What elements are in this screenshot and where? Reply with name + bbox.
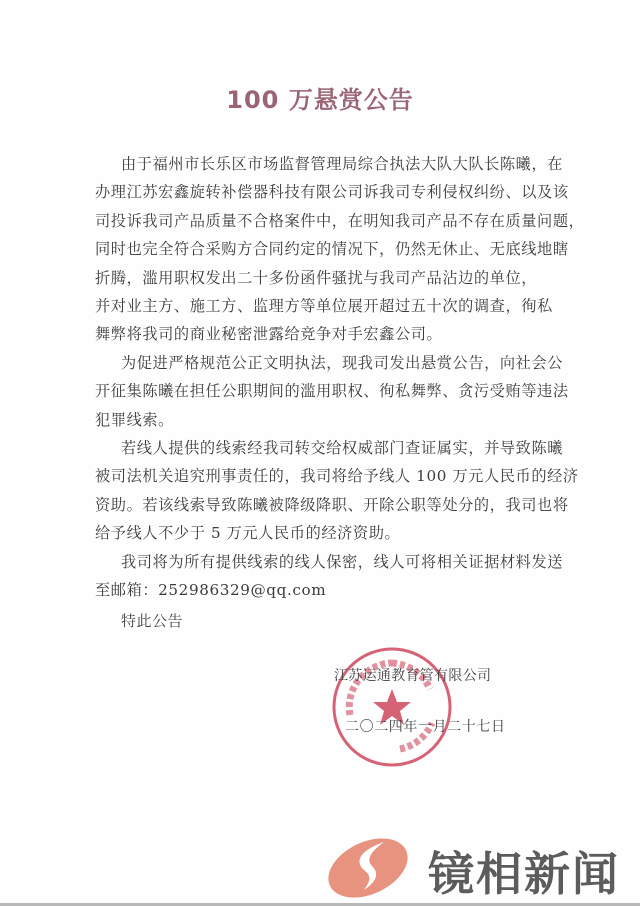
text-line: 资助。若该线索导致陈曦被降级降职、开除公职等处分的，我司也将 — [95, 495, 569, 514]
text-line: 给予线人不少于 5 万元人民币的经济资助。 — [95, 524, 401, 543]
paragraph-4 — [95, 548, 565, 605]
text-line: 犯罪线索。 — [95, 410, 174, 429]
news-watermark — [318, 832, 640, 904]
document-title: 100 万悬赏公告 — [226, 86, 414, 114]
closing-remark: 特此公告 — [121, 612, 184, 630]
brand-logo-icon — [318, 832, 418, 904]
text-line: 办理江苏宏鑫旋转补偿器科技有限公司诉我司专利侵权纠纷、以及该 — [95, 183, 569, 202]
company-seal-icon — [330, 645, 454, 769]
text-line: 若线人提供的线索经我司转交给权威部门查证属实，并导致陈曦 — [121, 439, 564, 458]
text-line: 我司将为所有提供线索的线人保密，线人可将相关证据材料发送 — [121, 552, 564, 571]
paragraph-2 — [95, 349, 569, 434]
text-line: 开征集陈曦在担任公职期间的滥用职权、徇私舞弊、贪污受贿等违法 — [95, 382, 569, 401]
text-line: 为促进严格规范公正文明执法，现我司发出悬赏公告，向社会公 — [121, 353, 564, 372]
signature-date: 二〇二四年一月二十七日 — [345, 719, 506, 735]
paragraph-1 — [95, 150, 585, 349]
text-line: 司投诉我司产品质量不合格案件中，在明知我司产品不存在质量问题， — [95, 211, 585, 230]
document-body — [95, 150, 585, 605]
brand-name: 镜相新闻 — [428, 847, 620, 901]
text-line: 折腾，滥用职权发出二十多份函件骚扰与我司产品沾边的单位， — [95, 268, 538, 287]
text-line: 同时也完全符合采购方合同约定的情况下，仍然无休止、无底线地瞎 — [95, 240, 569, 259]
contact-email-line: 至邮箱：252986329@qq.com — [95, 581, 327, 600]
text-line: 由于福州市长乐区市场监督管理局综合执法大队大队长陈曦，在 — [121, 155, 564, 173]
text-line: 舞弊将我司的商业秘密泄露给竞争对手宏鑫公司。 — [95, 325, 443, 344]
signer-company: 江苏运通教育管有限公司 — [334, 668, 492, 684]
paragraph-3 — [95, 434, 579, 548]
text-line: 并对业主方、施工方、监理方等单位展开超过五十次的调查，徇私 — [95, 297, 553, 316]
text-line: 被司法机关追究刑事责任的，我司将给予线人 100 万元人民币的经济 — [95, 467, 579, 486]
